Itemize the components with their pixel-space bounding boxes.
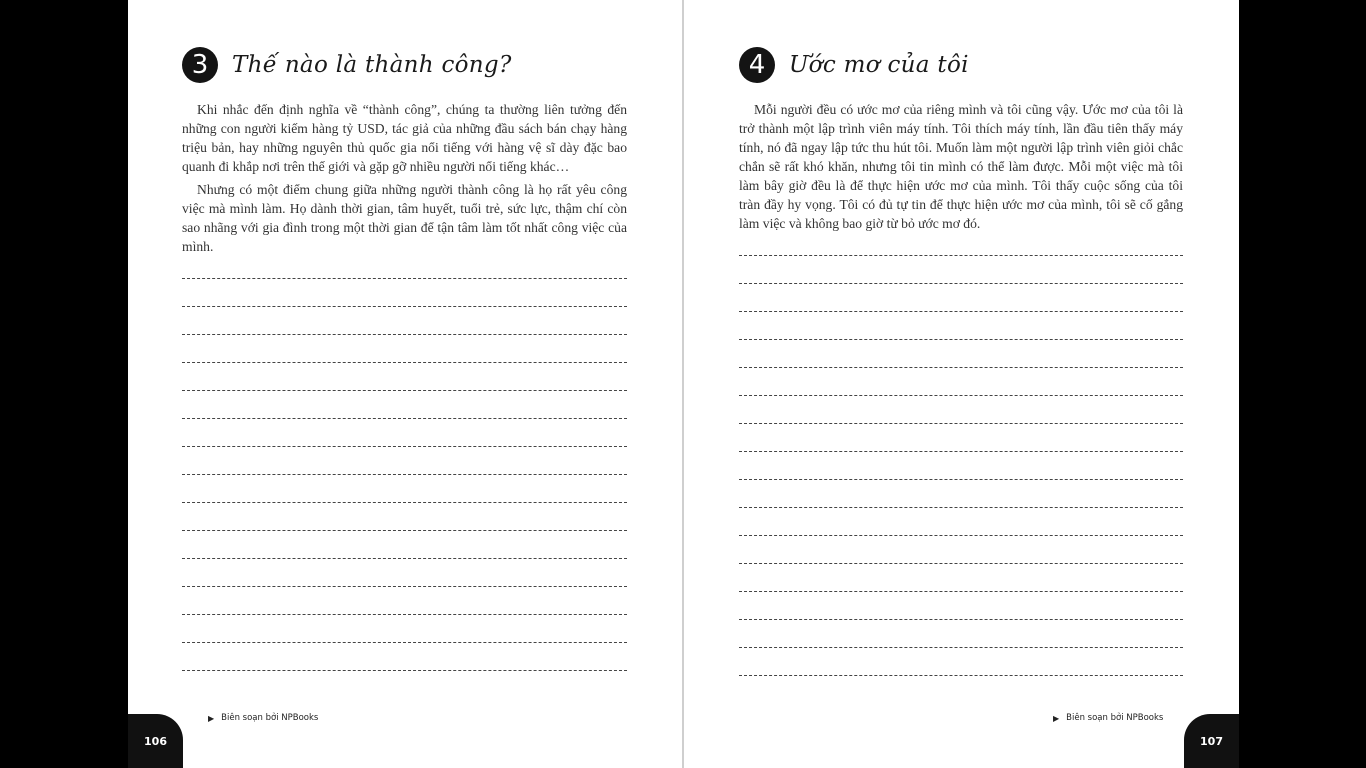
paragraph: Khi nhắc đến định nghĩa về “thành công”, chúng ta thường liên tưởng đến những con người kiếm hàng tỷ USD, tác giả của những đầu sách bán chạy hàng triệu bản, hay những nguyên thủ quốc gia nổi tiếng với hàng vệ sĩ dày đặc bao quanh đi khắp nơi trên thế giới và gặp gỡ nhiều người nổi tiếng khác… xyxy=(182,102,627,174)
paragraph: Nhưng có một điểm chung giữa những người thành công là họ rất yêu công việc mà mình làm. Họ dành thời gian, tâm huyết, tuổi trẻ, sức lực, thậm chí còn sao nhãng với gia đình trong một thời gian để tận tâm làm tốt nhất công việc của mình. xyxy=(182,182,627,254)
writing-lines xyxy=(182,251,627,671)
page-number-tab xyxy=(1184,714,1239,768)
writing-line xyxy=(739,452,1183,480)
writing-line xyxy=(739,564,1183,592)
section-number-badge: 4 xyxy=(739,47,775,83)
writing-line xyxy=(739,284,1183,312)
right-heading xyxy=(739,47,969,83)
writing-line xyxy=(182,251,627,279)
left-footer xyxy=(208,713,318,723)
writing-line xyxy=(739,480,1183,508)
right-body-text xyxy=(739,100,1183,237)
left-heading xyxy=(182,47,512,83)
writing-line xyxy=(182,419,627,447)
paragraph: Mỗi người đều có ước mơ của riêng mình và tôi cũng vậy. Ước mơ của tôi là trở thành một lập trình viên máy tính. Tôi thích máy tính, lần đầu tiên thấy máy tính, nó đã ngay lập tức thu hút tôi. Muốn làm một người lập trình viên giỏi chắc chắn sẽ rất khó khăn, nhưng tôi tin mình có thể làm được. Mỗi một việc mà tôi làm bây giờ đều là để thực hiện ước mơ của mình. Tôi thấy cuộc sống của tôi tràn đầy hy vọng. Tôi có đủ tự tin để thực hiện ước mơ của mình, tôi sẽ cố gắng làm việc và không bao giờ từ bỏ ước mơ đó. xyxy=(739,102,1183,231)
page-number-tab xyxy=(128,714,183,768)
left-page xyxy=(128,0,683,768)
page-number: 106 xyxy=(144,734,167,748)
writing-line xyxy=(182,447,627,475)
section-title: Ước mơ của tôi xyxy=(789,52,969,78)
writing-line xyxy=(739,424,1183,452)
section-number-badge: 3 xyxy=(182,47,218,83)
triangle-bullet-icon: ▶ xyxy=(1053,713,1060,723)
triangle-bullet-icon: ▶ xyxy=(208,713,215,723)
writing-line xyxy=(739,340,1183,368)
writing-line xyxy=(182,503,627,531)
writing-line xyxy=(182,587,627,615)
writing-line xyxy=(182,559,627,587)
footer-credit: Biên soạn bởi NPBooks xyxy=(1066,713,1164,723)
left-body-text xyxy=(182,100,627,260)
writing-line xyxy=(182,531,627,559)
writing-line xyxy=(739,256,1183,284)
writing-line xyxy=(182,475,627,503)
writing-line xyxy=(182,391,627,419)
writing-line xyxy=(739,620,1183,648)
writing-line xyxy=(739,228,1183,256)
writing-line xyxy=(182,363,627,391)
footer-credit: Biên soạn bởi NPBooks xyxy=(221,713,319,723)
writing-line xyxy=(739,368,1183,396)
writing-line xyxy=(739,312,1183,340)
writing-line xyxy=(739,396,1183,424)
writing-line xyxy=(182,335,627,363)
writing-lines xyxy=(739,228,1183,676)
section-title: Thế nào là thành công? xyxy=(232,52,512,78)
writing-line xyxy=(182,307,627,335)
right-page xyxy=(683,0,1239,768)
writing-line xyxy=(182,643,627,671)
writing-line xyxy=(739,648,1183,676)
writing-line xyxy=(182,279,627,307)
writing-line xyxy=(739,592,1183,620)
writing-line xyxy=(739,536,1183,564)
writing-line xyxy=(739,508,1183,536)
writing-line xyxy=(182,615,627,643)
right-footer xyxy=(1053,713,1163,723)
book-spread xyxy=(128,0,1239,768)
page-number: 107 xyxy=(1200,734,1223,748)
